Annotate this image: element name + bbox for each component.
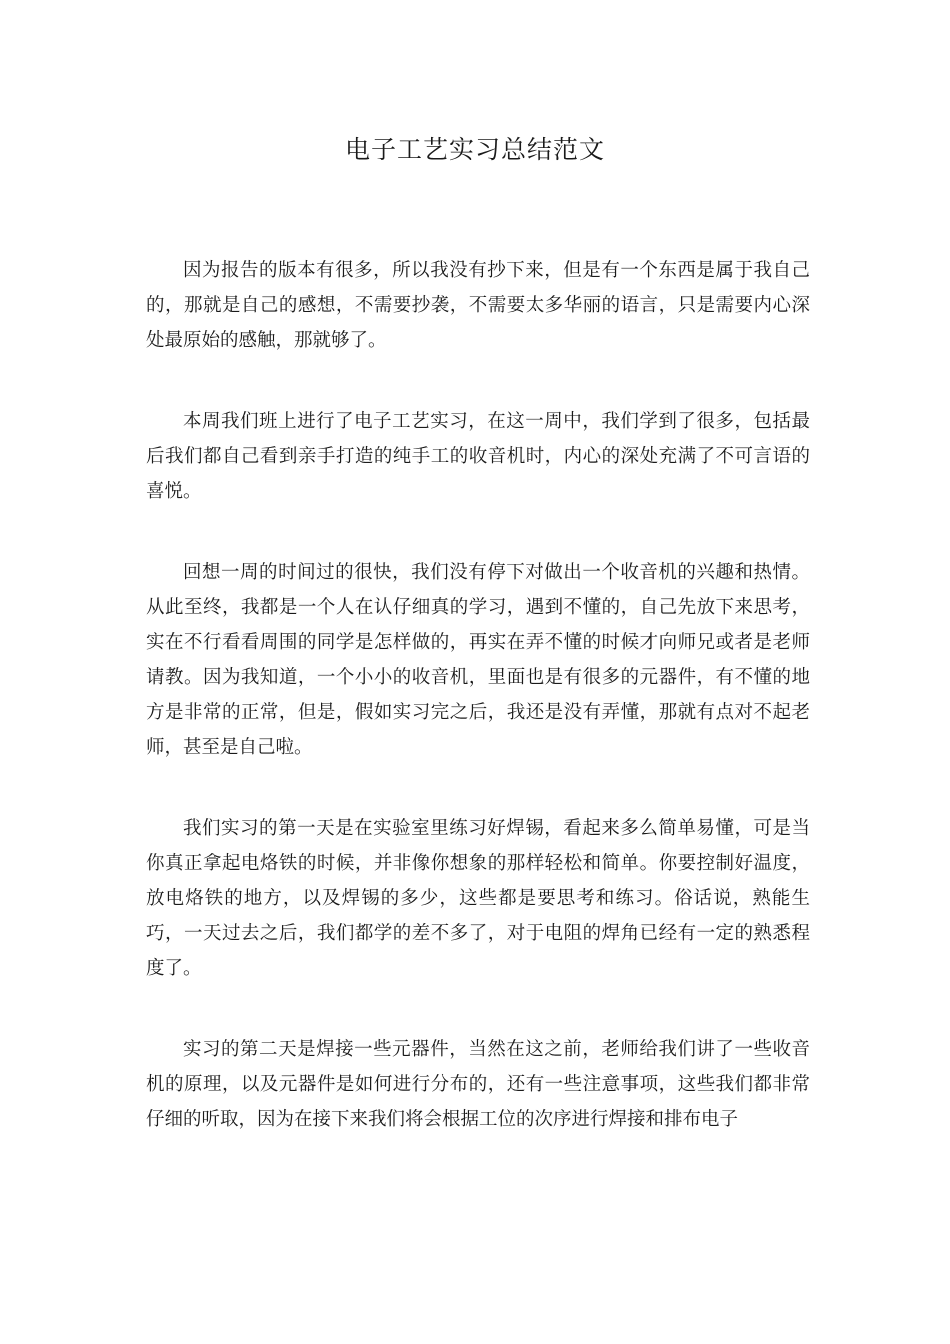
paragraph-1: 因为报告的版本有很多，所以我没有抄下来，但是有一个东西是属于我自己的，那就是自己的感想，不需要抄袭，不需要太多华丽的语言，只是需要内心深处最原始的感触，那就够了。	[146, 260, 810, 351]
paragraph-4: 我们实习的第一天是在实验室里练习好焊锡，看起来多么简单易懂，可是当你真正拿起电烙铁的时候，并非像你想象的那样轻松和简单。你要控制好温度，放电烙铁的地方，以及焊锡的多少，这些都是要思考和练习。俗话说，熟能生巧，一天过去之后，我们都学的差不多了，对于电阻的焊角已经有一定的熟悉程度了。	[146, 818, 810, 979]
document-body	[146, 253, 810, 1183]
paragraph-3: 回想一周的时间过的很快，我们没有停下对做出一个收音机的兴趣和热情。从此至终，我都是一个人在认仔细真的学习，遇到不懂的，自己先放下来思考，实在不行看看周围的同学是怎样做的，再实在弄不懂的时候才向师兄或者是老师请教。因为我知道，一个小小的收音机，里面也是有很多的元器件，有不懂的地方是非常的正常，但是，假如实习完之后，我还是没有弄懂，那就有点对不起老师，甚至是自己啦。	[146, 562, 810, 758]
paragraph-5: 实习的第二天是焊接一些元器件，当然在这之前，老师给我们讲了一些收音机的原理，以及元器件是如何进行分布的，还有一些注意事项，这些我们都非常仔细的听取，因为在接下来我们将会根据工位的次序进行焊接和排布电子	[146, 1039, 810, 1130]
document-title: 电子工艺实习总结范文	[344, 135, 605, 164]
paragraph-2: 本周我们班上进行了电子工艺实习，在这一周中，我们学到了很多，包括最后我们都自己看到亲手打造的纯手工的收音机时，内心的深处充满了不可言语的喜悦。	[146, 411, 810, 502]
